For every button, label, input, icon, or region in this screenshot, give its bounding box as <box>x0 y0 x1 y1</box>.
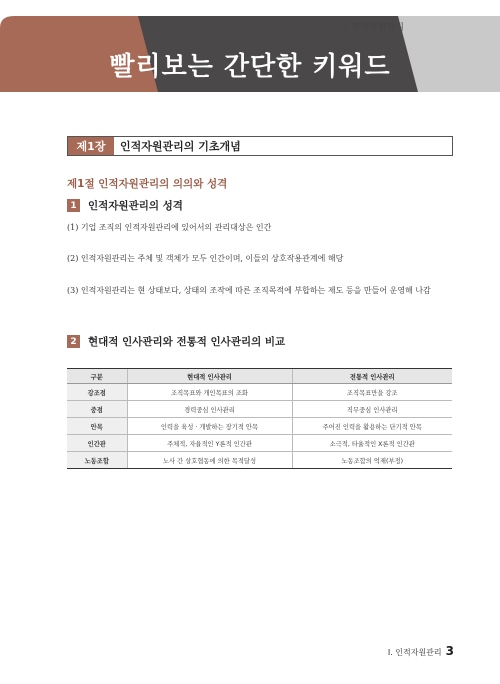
title-banner <box>0 16 500 92</box>
footer-section: Ⅰ. 인적자원관리 <box>387 648 442 657</box>
list-item: (1) 기업 조직의 인적자원관리에 있어서의 관리대상은 인간 <box>67 223 272 232</box>
list-item: (2) 인적자원관리는 주체 및 객체가 모두 인간이며, 이들의 상호작용관계에 해당 <box>67 254 344 263</box>
table-header-row <box>67 369 452 384</box>
table-cell: 조직목표만을 강조 <box>292 384 452 401</box>
table-header: 전통적 인사관리 <box>292 369 452 384</box>
table-cell: 강조점 <box>67 384 127 401</box>
table-row <box>67 418 452 435</box>
table-row <box>67 452 452 469</box>
page-number: 3 <box>445 644 454 658</box>
table-row <box>67 435 452 452</box>
banner-title: 빨리보는 간단한 키워드 <box>109 52 391 82</box>
table-cell: 경력중심 인사관리 <box>127 401 292 418</box>
table-cell: 노동조합 <box>67 452 127 469</box>
heading-2-title: 현대적 인사관리와 전통적 인사관리의 비교 <box>88 336 286 348</box>
table-cell: 주어진 인력을 활용하는 단기적 안목 <box>292 418 452 435</box>
heading-2-number: 2 <box>67 335 80 348</box>
table-cell: 조직목표와 개인목표의 조화 <box>127 384 292 401</box>
list-item: (3) 인적자원관리는 현 상태보다, 상태의 조작에 따른 조직목적에 부합하는 제도 등을 만들어 운영해 나감 <box>67 286 431 295</box>
comparison-table <box>67 368 452 469</box>
heading-2 <box>67 334 285 349</box>
chapter-number: 제1장 <box>68 137 114 155</box>
heading-1-number: 1 <box>67 199 80 212</box>
heading-1 <box>67 198 183 213</box>
running-head: Ⅰ. 인적자원관리 <box>344 22 404 32</box>
table-cell: 주체적, 자율적인 Y론적 인간관 <box>127 435 292 452</box>
table-cell: 노사 간 상호협동에 의한 목적달성 <box>127 452 292 469</box>
section-title: 제1절 인적자원관리의 의의와 성격 <box>67 178 228 190</box>
heading-1-title: 인적자원관리의 성격 <box>88 200 183 212</box>
table-header: 구분 <box>67 369 127 384</box>
page-footer <box>388 644 454 658</box>
table-row <box>67 384 452 401</box>
table-cell: 직무중심 인사관리 <box>292 401 452 418</box>
table-cell: 중점 <box>67 401 127 418</box>
table-cell: 안목 <box>67 418 127 435</box>
chapter-box <box>67 136 453 156</box>
table-cell: 소극적, 타율적인 X론적 인간관 <box>292 435 452 452</box>
chapter-title: 인적자원관리의 기초개념 <box>120 140 241 153</box>
table-cell: 인력을 육성 · 개발하는 장기적 안목 <box>127 418 292 435</box>
table-cell: 노동조합의 억제(부정) <box>292 452 452 469</box>
table-cell: 인간관 <box>67 435 127 452</box>
table-row <box>67 401 452 418</box>
table-header: 현대적 인사관리 <box>127 369 292 384</box>
